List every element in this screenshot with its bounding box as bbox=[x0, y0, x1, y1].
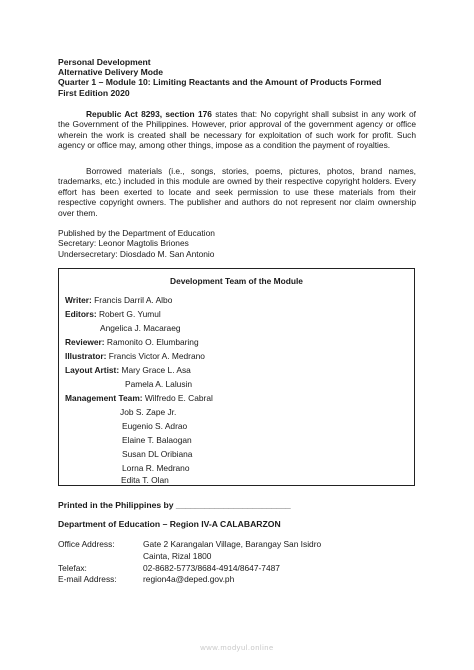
layout-artist-name: Mary Grace L. Asa bbox=[121, 365, 191, 375]
management-member: Edita T. Olan bbox=[121, 475, 169, 485]
region-office: Department of Education – Region IV-A CALABARZON bbox=[58, 519, 281, 529]
telefax-label: Telefax: bbox=[58, 563, 87, 573]
management-member: Eugenio S. Adrao bbox=[122, 421, 188, 431]
development-team-box bbox=[58, 268, 415, 486]
layout-artist-name: Pamela A. Lalusin bbox=[125, 379, 193, 389]
team-editors bbox=[65, 309, 161, 319]
editor-name: Robert G. Yumul bbox=[98, 309, 161, 319]
printed-in: Printed in the Philippines by ________________________ bbox=[58, 500, 291, 510]
reviewer-label: Reviewer: bbox=[65, 337, 105, 347]
module-header bbox=[58, 57, 381, 98]
management-member: Susan DL Oribiana bbox=[122, 449, 193, 459]
borrowed-text: Borrowed materials (i.e., songs, stories, poems, pictures, photos, brand names, trademarks, etc.) included in this module are owned by their respective copyright holders. Every effort has been exerted to locate and seek permission to use these materials from their respective copyright owners. The publisher and authors do not represent nor claim ownership over them. bbox=[58, 166, 416, 218]
office-address-line1: Gate 2 Karangalan Village, Barangay San Isidro bbox=[143, 539, 322, 549]
team-reviewer bbox=[65, 337, 199, 347]
team-writer bbox=[65, 295, 172, 305]
management-member: Elaine T. Balaogan bbox=[122, 435, 192, 445]
header-subject: Personal Development bbox=[58, 57, 151, 67]
borrowed-materials-paragraph bbox=[58, 166, 416, 218]
copyright-paragraph bbox=[58, 109, 416, 151]
copyright-law: Republic Act 8293, section 176 bbox=[86, 109, 212, 119]
editor-name: Angelica J. Macaraeg bbox=[100, 323, 181, 333]
office-address-label: Office Address: bbox=[58, 539, 115, 549]
writer-name: Francis Darril A. Albo bbox=[94, 295, 173, 305]
email-address[interactable]: region4a@deped.gov.ph bbox=[143, 574, 235, 584]
published-by: Published by the Department of Education bbox=[58, 228, 215, 238]
secretary: Secretary: Leonor Magtolis Briones bbox=[58, 238, 189, 249]
publication-info bbox=[58, 228, 215, 259]
management-member: Job S. Zape Jr. bbox=[120, 407, 177, 417]
office-address-line2: Cainta, Rizal 1800 bbox=[143, 551, 212, 561]
header-mode: Alternative Delivery Mode bbox=[58, 67, 164, 78]
management-member: Wilfredo E. Cabral bbox=[144, 393, 213, 403]
header-module-title: Quarter 1 – Module 10: Limiting Reactants and the Amount of Products Formed bbox=[58, 77, 382, 88]
watermark: www.modyul.online bbox=[200, 643, 274, 652]
copyright-text: states that: No copyright shall subsist in any work of the Government of the Philippines. However, prior approval of the government agency or office wherein the work is created shall be necessary for exploitation of such work for profit. Such agency or office may, among other things, impose as a condition the payment of royalties. bbox=[58, 109, 417, 151]
telefax-number: 02-8682-5773/8684-4914/8647-7487 bbox=[143, 563, 280, 573]
team-illustrator bbox=[65, 351, 205, 361]
management-member: Lorna R. Medrano bbox=[122, 463, 190, 473]
editors-label: Editors: bbox=[65, 309, 97, 319]
header-edition: First Edition 2020 bbox=[58, 87, 130, 98]
team-title: Development Team of the Module bbox=[170, 276, 303, 286]
team-management bbox=[65, 393, 213, 403]
illustrator-name: Francis Victor A. Medrano bbox=[108, 351, 205, 361]
undersecretary: Undersecretary: Diosdado M. San Antonio bbox=[58, 248, 215, 259]
illustrator-label: Illustrator: bbox=[65, 351, 107, 361]
management-label: Management Team: bbox=[65, 393, 143, 403]
email-label: E-mail Address: bbox=[58, 574, 117, 584]
reviewer-name: Ramonito O. Elumbaring bbox=[106, 337, 199, 347]
layout-label: Layout Artist: bbox=[65, 365, 120, 375]
team-layout bbox=[65, 365, 191, 375]
writer-label: Writer: bbox=[65, 295, 92, 305]
